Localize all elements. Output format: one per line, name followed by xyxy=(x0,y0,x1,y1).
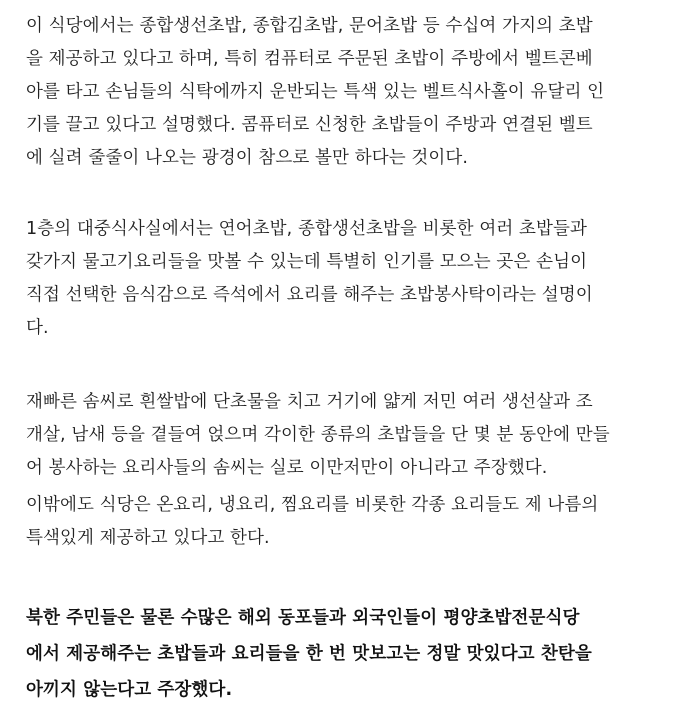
text-line: 이 식당에서는 종합생선초밥, 종합김초밥, 문어초밥 등 수십여 가지의 초밥 xyxy=(26,16,593,36)
text-line: 직접 선택한 음식감으로 즉석에서 요리를 해주는 초밥봉사탁이라는 설명이 xyxy=(26,285,593,305)
text-line: 북한 주민들은 물론 수많은 해외 동포들과 외국인들이 평양초밥전문식당 xyxy=(26,608,580,628)
text-line: 아를 타고 손님들의 식탁에까지 운반되는 특색 있는 벨트식사홀이 유달리 인 xyxy=(26,82,605,102)
text-line: 에 실려 줄줄이 나오는 광경이 참으로 볼만 하다는 것이다. xyxy=(26,148,469,168)
paragraph-chefs-skill xyxy=(26,386,610,485)
paragraph-first-floor xyxy=(26,213,593,345)
text-line: 기를 끌고 있다고 설명했다. 콤퓨터로 신청한 초밥들이 주방과 연결된 벨트 xyxy=(26,115,593,135)
paragraph-sushi-menu xyxy=(26,10,604,175)
text-line: 다. xyxy=(26,318,49,338)
text-line: 재빠른 솜씨로 흰쌀밥에 단초물을 치고 거기에 얇게 저민 여러 생선살과 조 xyxy=(26,392,593,412)
text-line: 갖가지 물고기요리들을 맛볼 수 있는데 특별히 인기를 모으는 곳은 손님이 xyxy=(26,252,588,272)
text-line: 특색있게 제공하고 있다고 한다. xyxy=(26,528,270,548)
text-line: 아끼지 않는다고 주장했다. xyxy=(26,680,233,700)
text-line: 에서 제공해주는 초밥들과 요리들을 한 번 맛보고는 정말 맛있다고 찬탄을 xyxy=(26,644,592,664)
text-line: 개살, 남새 등을 곁들여 얹으며 각이한 종류의 초밥들을 단 몇 분 동안에 만들 xyxy=(26,425,610,445)
text-line: 을 제공하고 있다고 하며, 특히 컴퓨터로 주문된 초밥이 주방에서 벨트콘베 xyxy=(26,49,593,69)
text-line: 어 봉사하는 요리사들의 솜씨는 실로 이만저만이 아니라고 주장했다. xyxy=(26,458,548,478)
text-line: 이밖에도 식당은 온요리, 냉요리, 찜요리를 비롯한 각종 요리들도 제 나름의 xyxy=(26,495,599,515)
paragraph-other-dishes xyxy=(26,489,598,555)
text-line: 1층의 대중식사실에서는 연어초밥, 종합생선초밥을 비롯한 여러 초밥들과 xyxy=(26,219,588,239)
paragraph-bold-conclusion xyxy=(26,600,592,708)
